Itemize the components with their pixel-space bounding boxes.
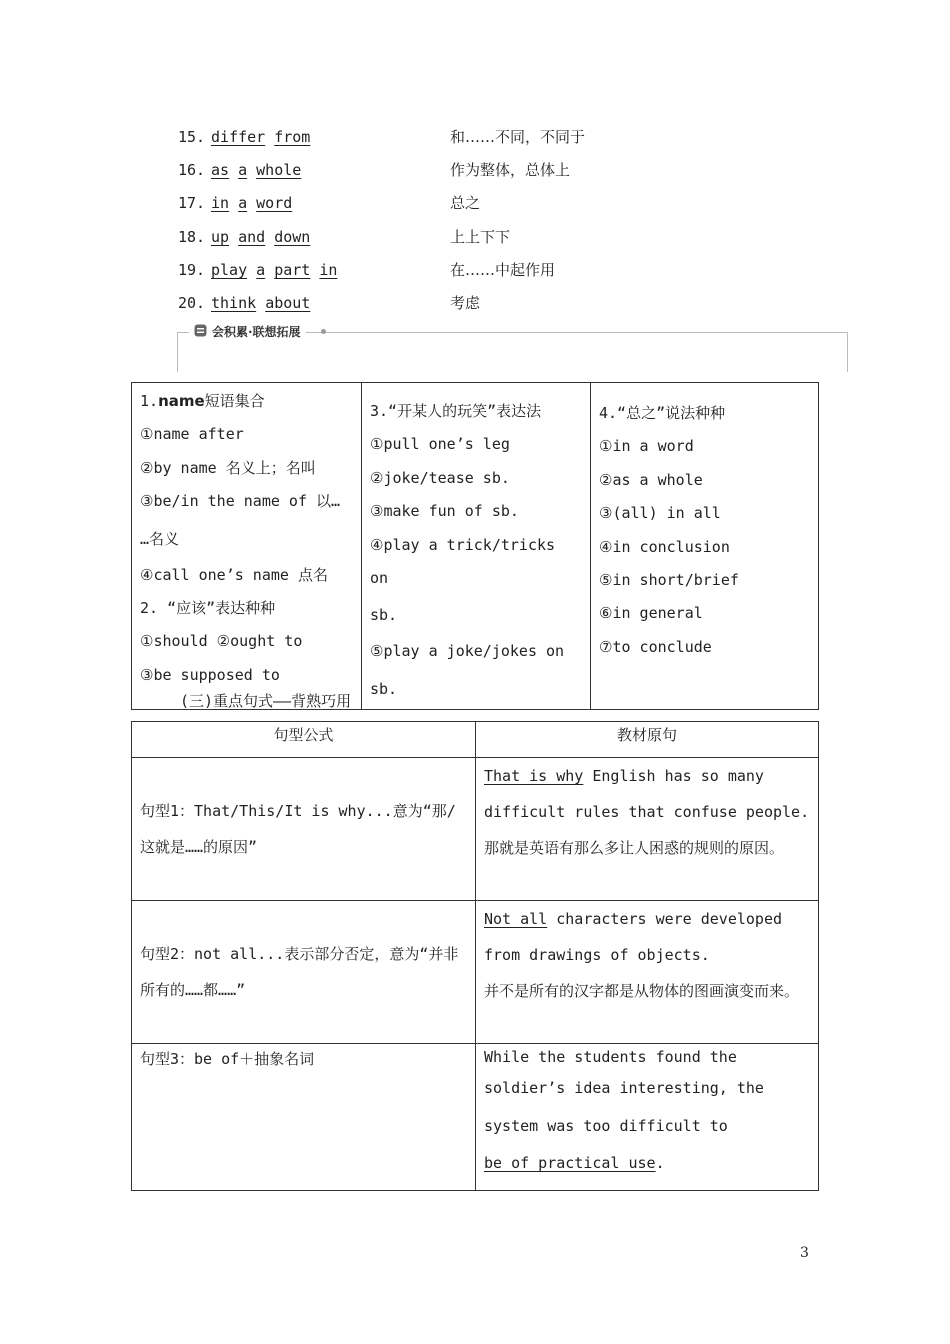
phrase-word: differ: [211, 128, 266, 146]
translation: 并不是所有的汉字都是从物体的图画演变而来。: [484, 982, 800, 1000]
phrase-word: and: [238, 228, 266, 246]
example-cell: [476, 758, 819, 901]
phrase-word: as: [211, 161, 230, 179]
table-row: [132, 758, 819, 901]
phrase-english: [211, 291, 451, 315]
col-item: ①name after: [140, 425, 244, 444]
example-text: .: [655, 1154, 665, 1172]
example-cell: [476, 1044, 819, 1191]
col-item: ⑦to conclude: [599, 637, 712, 656]
phrase-meaning: 和……不同，不同于: [450, 128, 586, 146]
example-text: system was too difficult to: [484, 1116, 728, 1135]
col-item: sb.: [370, 679, 398, 698]
col-item: ③be supposed to: [140, 665, 280, 684]
sentence-pattern-table: [131, 721, 819, 1191]
col-item: ①in a word: [599, 437, 694, 456]
section-banner: [177, 325, 848, 373]
phrase-word: whole: [256, 161, 302, 179]
phrase-english: [211, 125, 451, 149]
phrase-word: think: [211, 294, 257, 312]
phrase-row: [178, 158, 571, 182]
phrase-number: 19.: [178, 261, 206, 279]
phrase-number: 15.: [178, 128, 206, 146]
col-item: ③make fun of sb.: [370, 502, 519, 521]
phrase-meaning: 总之: [450, 194, 481, 212]
phrase-word: a: [256, 261, 266, 279]
phrase-english: [211, 258, 451, 282]
pattern-cell: 句型1：That/This/It is why...意为“那/这就是……的原因”: [132, 758, 476, 901]
example-text: characters were developed from drawings of objects.: [484, 910, 783, 964]
col-title: 3.“开某人的玩笑”表达法: [370, 402, 542, 420]
table-row: [132, 1044, 819, 1191]
table-header: 句型公式: [132, 722, 476, 758]
phrase-row: [178, 258, 556, 282]
banner-text: 会积累·联想拓展: [212, 325, 301, 339]
phrase-word: up: [211, 228, 230, 246]
phrase-word: down: [274, 228, 311, 246]
phrase-word: word: [256, 194, 293, 212]
col-item: ④call one’s name 点名: [140, 565, 328, 584]
key-phrase: be of practical use: [484, 1154, 656, 1172]
col-item: ⑥in general: [599, 604, 703, 623]
table-row: [132, 901, 819, 1044]
col-item: ⑤play a joke/jokes on: [370, 642, 565, 661]
col-item: ①should ②ought to: [140, 632, 303, 651]
col-item: ⑤in short/brief: [599, 571, 739, 590]
col-item: ①pull one’s leg: [370, 435, 510, 454]
col-item: ②as a whole: [599, 470, 703, 489]
example-cell: [476, 901, 819, 1044]
phrase-meaning: 考虑: [450, 294, 481, 312]
col-title: 1.name短语集合: [140, 392, 265, 410]
phrase-row: [178, 291, 481, 315]
phrase-row: [178, 125, 586, 149]
translation: 那就是英语有那么多让人困惑的规则的原因。: [484, 839, 785, 857]
pattern-cell: 句型2：not all...表示部分否定，意为“并非所有的……都……”: [132, 901, 476, 1044]
phrase-row: [178, 191, 481, 215]
phrase-word: a: [238, 194, 248, 212]
page-number: 3: [800, 1245, 809, 1261]
col-title: 2. “应该”表达种种: [140, 599, 276, 618]
phrase-word: a: [238, 161, 248, 179]
col-item: ④play a trick/tricks on: [370, 535, 556, 588]
example-text: While the students found the: [484, 1048, 737, 1066]
phrase-meaning: 上上下下: [450, 228, 511, 246]
phrase-word: in: [211, 194, 230, 212]
expansion-col-conclude: [591, 383, 819, 710]
phrase-word: part: [274, 261, 311, 279]
example-text: soldier’s idea interesting, the: [484, 1079, 764, 1097]
phrase-word: play: [211, 261, 248, 279]
key-phrase: Not all: [484, 910, 548, 928]
expansion-col-name: [132, 383, 362, 710]
section-heading: (三)重点句式——背熟巧用: [180, 692, 352, 710]
col-item: sb.: [370, 606, 398, 625]
expand-icon: [194, 324, 207, 340]
phrase-english: [211, 191, 451, 215]
col-item: …名义: [140, 529, 180, 548]
phrase-english: [211, 225, 451, 249]
expansion-table: [131, 382, 819, 710]
col-item: ②by name 名义上；名叫: [140, 458, 316, 477]
col-item: ②joke/tease sb.: [370, 468, 510, 487]
banner-label: [189, 323, 306, 340]
phrase-word: in: [319, 261, 338, 279]
phrase-number: 20.: [178, 294, 206, 312]
pattern-cell: 句型3：be of＋抽象名词: [132, 1044, 476, 1191]
phrase-word: from: [274, 128, 311, 146]
phrase-number: 17.: [178, 194, 206, 212]
col-item: ③be/in the name of 以…: [140, 492, 341, 511]
phrase-row: [178, 225, 511, 249]
phrase-word: about: [265, 294, 311, 312]
phrase-meaning: 作为整体，总体上: [450, 161, 571, 179]
example-text: English has so many difficult rules that confuse people.: [484, 767, 810, 821]
col-title: 4.“总之”说法种种: [599, 404, 726, 422]
key-phrase: That is why: [484, 767, 584, 785]
phrase-meaning: 在……中起作用: [450, 261, 556, 279]
phrase-number: 18.: [178, 228, 206, 246]
col-item: ④in conclusion: [599, 537, 730, 556]
phrase-number: 16.: [178, 161, 206, 179]
col-item: ③(all) in all: [599, 504, 721, 523]
phrase-english: [211, 158, 451, 182]
expansion-col-joke: [362, 383, 591, 710]
table-header: 教材原句: [476, 722, 819, 758]
